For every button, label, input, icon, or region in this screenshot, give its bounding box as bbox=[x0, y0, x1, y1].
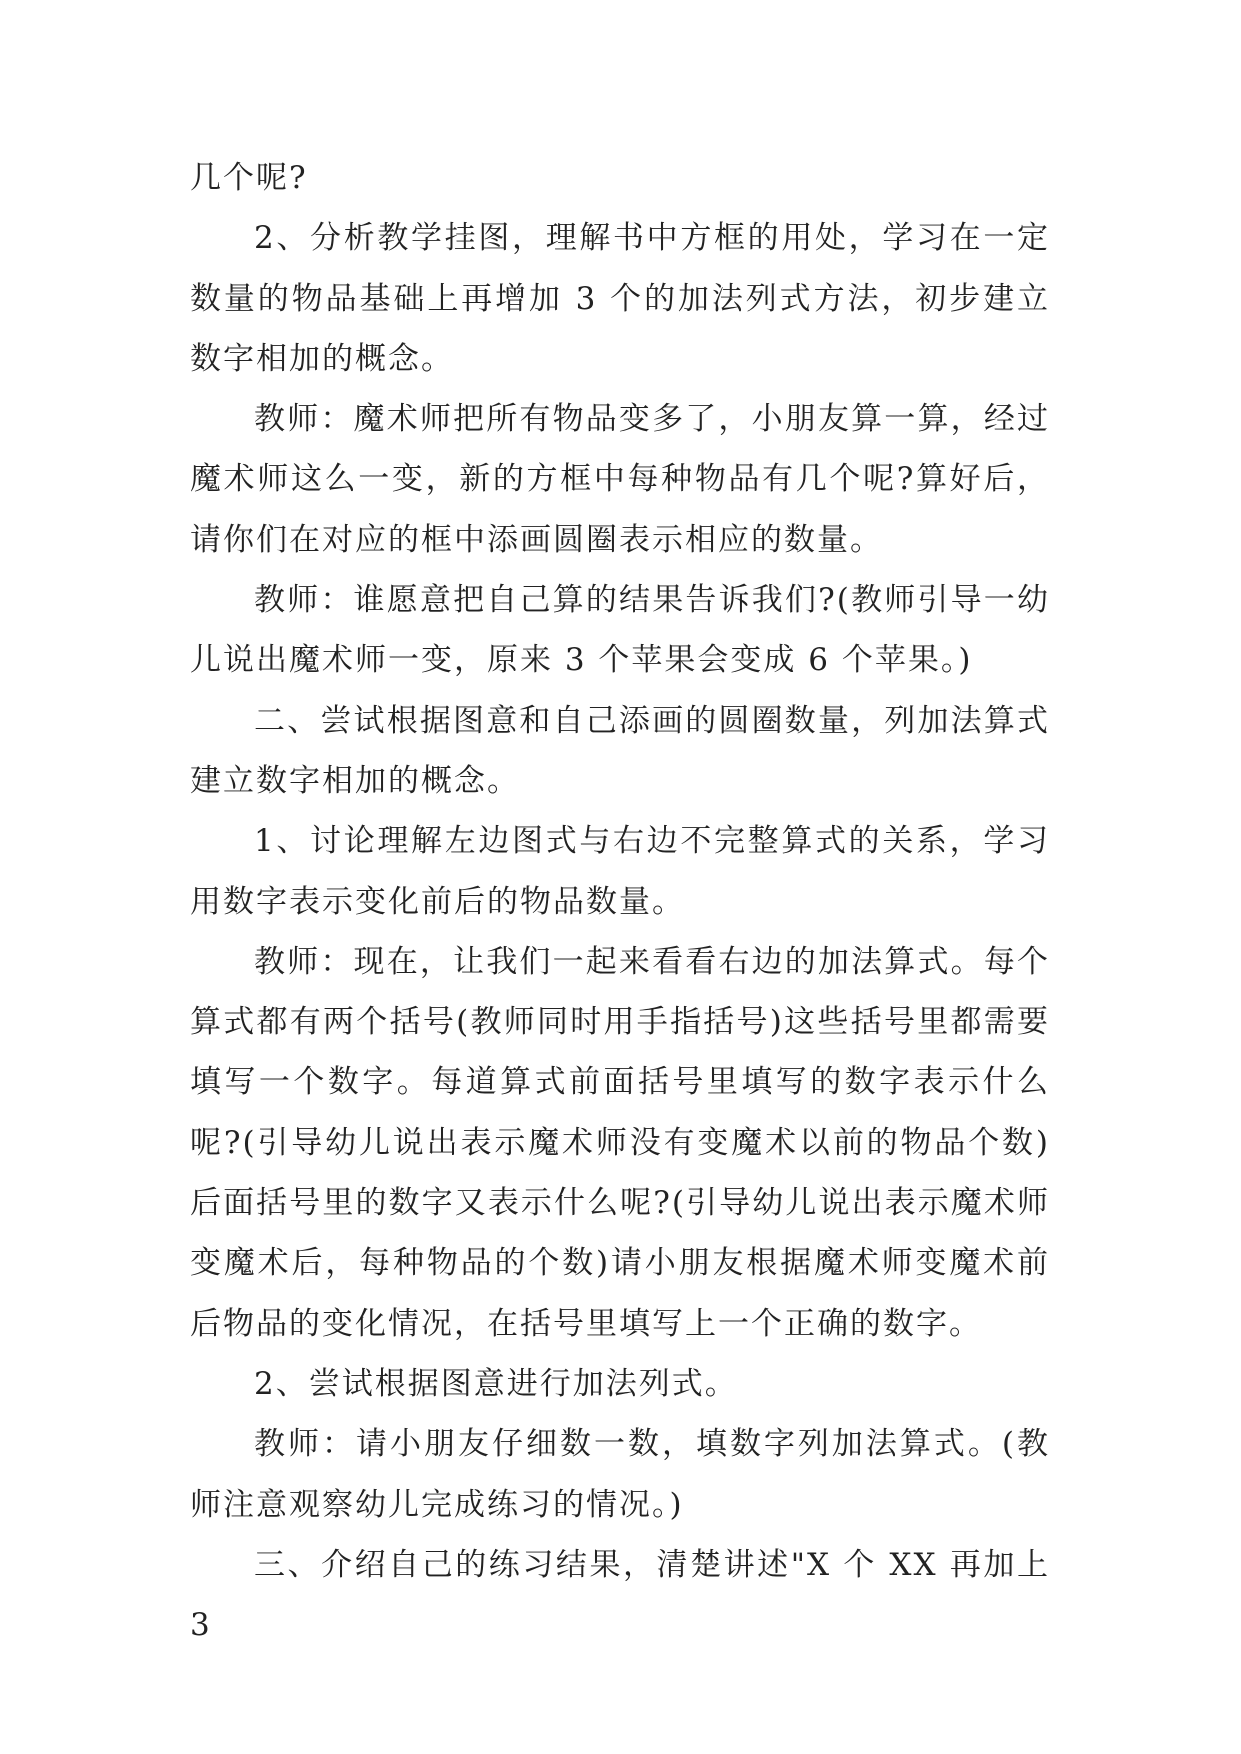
paragraph-step-2-analyze: 2、分析教学挂图，理解书中方框的用处，学习在一定数量的物品基础上再增加 3 个的加法列式方法，初步建立数字相加的概念。 bbox=[190, 220, 1050, 377]
paragraph-section-2-heading: 二、尝试根据图意和自己添画的圆圈数量，列加法算式建立数字相加的概念。 bbox=[190, 702, 1050, 799]
paragraph-teacher-result: 教师：谁愿意把自己算的结果告诉我们?(教师引导一幼儿说出魔术师一变，原来 3 个苹果会变成 6 个苹果。) bbox=[190, 582, 1050, 679]
paragraph-section-3-heading: 三、介绍自己的练习结果，清楚讲述"X 个 XX 再加上 3 bbox=[190, 1546, 1050, 1644]
paragraph-continuation: 几个呢? bbox=[190, 160, 308, 196]
document-body bbox=[190, 148, 1050, 1655]
paragraph-step-2-try: 2、尝试根据图意进行加法列式。 bbox=[254, 1365, 738, 1402]
paragraph-teacher-count: 教师：请小朋友仔细数一数，填数字列加法算式。(教师注意观察幼儿完成练习的情况。) bbox=[190, 1426, 1050, 1523]
paragraph-teacher-brackets: 教师：现在，让我们一起来看看右边的加法算式。每个算式都有两个括号(教师同时用手指括号)这些括号里都需要填写一个数字。每道算式前面括号里填写的数字表示什么呢?(引导幼儿说出表示魔术师没有变魔术以前的物品个数)后面括号里的数字又表示什么呢?(引导幼儿说出表示魔术师变魔术后，每种物品的个数)请小朋友根据魔术师变魔术前后物品的变化情况，在括号里填写上一个正确的数字。 bbox=[190, 943, 1050, 1342]
paragraph-step-1-discuss: 1、讨论理解左边图式与右边不完整算式的关系，学习用数字表示变化前后的物品数量。 bbox=[190, 823, 1050, 920]
paragraph-teacher-magic: 教师：魔术师把所有物品变多了，小朋友算一算，经过魔术师这么一变，新的方框中每种物品有几个呢?算好后，请你们在对应的框中添画圆圈表示相应的数量。 bbox=[190, 401, 1050, 558]
